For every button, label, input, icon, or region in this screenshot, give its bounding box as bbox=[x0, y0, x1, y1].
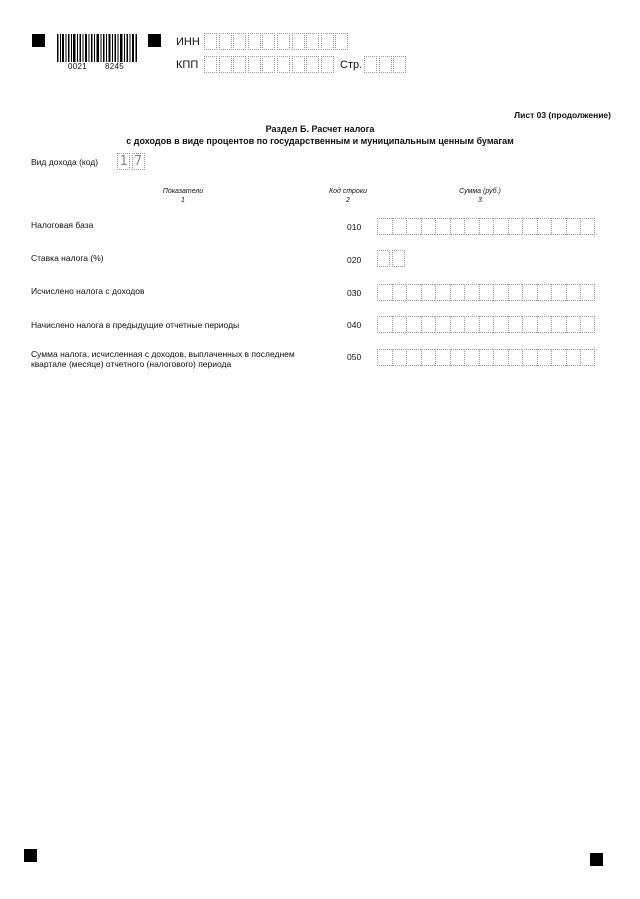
amount-cell[interactable] bbox=[493, 284, 508, 301]
column-header-line-code-label: Код строки bbox=[328, 188, 368, 195]
column-header-indicators bbox=[133, 187, 233, 205]
amount-cell[interactable] bbox=[508, 349, 523, 366]
amount-cell[interactable] bbox=[392, 284, 407, 301]
kpp-cell[interactable] bbox=[321, 56, 334, 73]
amount-cell[interactable] bbox=[508, 316, 523, 333]
column-header-amount bbox=[440, 187, 520, 205]
amount-cell[interactable] bbox=[522, 218, 537, 235]
amount-cell[interactable] bbox=[435, 349, 450, 366]
amount-cell[interactable] bbox=[421, 316, 436, 333]
inn-cell[interactable] bbox=[306, 33, 319, 50]
column-header-amount-number: 3 bbox=[478, 197, 482, 204]
amount-cell[interactable] bbox=[421, 218, 436, 235]
kpp-cell[interactable] bbox=[248, 56, 261, 73]
kpp-cell[interactable] bbox=[219, 56, 232, 73]
registration-marker-top-left bbox=[32, 34, 45, 47]
row-label-tax-prior-periods: Начислено налога в предыдущие отчетные периоды bbox=[31, 320, 240, 330]
amount-cell[interactable] bbox=[566, 284, 581, 301]
amount-cell[interactable] bbox=[450, 284, 465, 301]
kpp-cell[interactable] bbox=[262, 56, 275, 73]
income-type-cell[interactable]: 7 bbox=[132, 153, 145, 170]
rate-cell[interactable] bbox=[377, 250, 390, 267]
amount-cell[interactable] bbox=[522, 349, 537, 366]
row-label-tax-last-quarter-line2: квартале (месяце) отчетного (налогового) периода bbox=[31, 359, 232, 369]
amount-cell[interactable] bbox=[435, 316, 450, 333]
amount-cell[interactable] bbox=[377, 349, 392, 366]
amount-cell[interactable] bbox=[551, 218, 566, 235]
inn-cell[interactable] bbox=[233, 33, 246, 50]
tax-calculated-amount-field[interactable] bbox=[377, 284, 595, 301]
amount-cell[interactable] bbox=[493, 218, 508, 235]
page-number-label: Стр. bbox=[340, 59, 363, 71]
amount-cell[interactable] bbox=[435, 284, 450, 301]
amount-cell[interactable] bbox=[551, 284, 566, 301]
amount-cell[interactable] bbox=[377, 316, 392, 333]
registration-marker-bottom-left bbox=[24, 849, 37, 862]
row-label-tax-last-quarter bbox=[31, 349, 295, 369]
sheet-label: Лист 03 (продолжение) bbox=[514, 110, 611, 120]
inn-cell[interactable] bbox=[335, 33, 348, 50]
kpp-cell[interactable] bbox=[233, 56, 246, 73]
row-code-020: 020 bbox=[347, 255, 362, 265]
amount-cell[interactable] bbox=[464, 218, 479, 235]
amount-cell[interactable] bbox=[508, 218, 523, 235]
column-header-amount-label: Сумма (руб.) bbox=[459, 188, 501, 195]
barcode-number-right: 8245 bbox=[105, 62, 124, 71]
amount-cell[interactable] bbox=[537, 284, 552, 301]
amount-cell[interactable] bbox=[464, 349, 479, 366]
column-header-line-code bbox=[318, 187, 378, 205]
amount-cell[interactable] bbox=[450, 316, 465, 333]
row-code-030: 030 bbox=[347, 288, 362, 298]
amount-cell[interactable] bbox=[392, 349, 407, 366]
amount-cell[interactable] bbox=[537, 349, 552, 366]
page-number-cell[interactable] bbox=[379, 56, 392, 73]
barcode-graphic bbox=[57, 34, 137, 62]
kpp-cell[interactable] bbox=[292, 56, 305, 73]
section-subtitle: с доходов в виде процентов по государственным и муниципальным ценным бумагам bbox=[126, 136, 514, 146]
amount-cell[interactable] bbox=[464, 316, 479, 333]
inn-cell[interactable] bbox=[292, 33, 305, 50]
tax-base-amount-field[interactable] bbox=[377, 218, 595, 235]
amount-cell[interactable] bbox=[450, 218, 465, 235]
row-code-010: 010 bbox=[347, 222, 362, 232]
rate-cell[interactable] bbox=[392, 250, 405, 267]
registration-marker-bottom-right bbox=[590, 853, 603, 866]
amount-cell[interactable] bbox=[377, 218, 392, 235]
page-number-cell[interactable] bbox=[393, 56, 406, 73]
amount-cell[interactable] bbox=[479, 284, 494, 301]
kpp-cell[interactable] bbox=[204, 56, 217, 73]
amount-cell[interactable] bbox=[377, 284, 392, 301]
amount-cell[interactable] bbox=[421, 349, 436, 366]
amount-cell[interactable] bbox=[580, 284, 595, 301]
amount-cell[interactable] bbox=[566, 316, 581, 333]
amount-cell[interactable] bbox=[508, 284, 523, 301]
barcode-number-left: 0021 bbox=[68, 62, 87, 71]
amount-cell[interactable] bbox=[580, 218, 595, 235]
inn-cell[interactable] bbox=[262, 33, 275, 50]
amount-cell[interactable] bbox=[580, 349, 595, 366]
row-label-tax-calculated: Исчислено налога с доходов bbox=[31, 286, 145, 296]
amount-cell[interactable] bbox=[566, 349, 581, 366]
kpp-label: КПП bbox=[176, 59, 199, 71]
amount-cell[interactable] bbox=[392, 316, 407, 333]
inn-cell[interactable] bbox=[321, 33, 334, 50]
income-type-cell[interactable]: 1 bbox=[117, 153, 130, 170]
amount-cell[interactable] bbox=[421, 284, 436, 301]
amount-cell[interactable] bbox=[479, 349, 494, 366]
row-code-040: 040 bbox=[347, 320, 362, 330]
kpp-field[interactable] bbox=[204, 56, 335, 73]
column-header-indicators-number: 1 bbox=[181, 197, 185, 204]
amount-cell[interactable] bbox=[479, 316, 494, 333]
column-header-indicators-label: Показатели bbox=[162, 188, 204, 195]
kpp-cell[interactable] bbox=[306, 56, 319, 73]
inn-label: ИНН bbox=[176, 36, 200, 48]
amount-cell[interactable] bbox=[450, 349, 465, 366]
inn-cell[interactable] bbox=[248, 33, 261, 50]
page-number-field[interactable] bbox=[364, 56, 408, 73]
amount-cell[interactable] bbox=[551, 349, 566, 366]
inn-field[interactable] bbox=[204, 33, 350, 50]
tax-last-quarter-amount-field[interactable] bbox=[377, 349, 595, 366]
inn-cell[interactable] bbox=[277, 33, 290, 50]
amount-cell[interactable] bbox=[522, 316, 537, 333]
row-code-050: 050 bbox=[347, 352, 362, 362]
amount-cell[interactable] bbox=[406, 316, 421, 333]
amount-cell[interactable] bbox=[566, 218, 581, 235]
amount-cell[interactable] bbox=[392, 218, 407, 235]
amount-cell[interactable] bbox=[464, 284, 479, 301]
kpp-cell[interactable] bbox=[277, 56, 290, 73]
column-header-line-code-number: 2 bbox=[346, 197, 350, 204]
page-number-cell[interactable] bbox=[364, 56, 377, 73]
amount-cell[interactable] bbox=[537, 316, 552, 333]
section-title: Раздел Б. Расчет налога bbox=[265, 124, 375, 134]
amount-cell[interactable] bbox=[406, 349, 421, 366]
income-type-field[interactable] bbox=[117, 153, 146, 170]
row-label-tax-base: Налоговая база bbox=[31, 220, 94, 230]
amount-cell[interactable] bbox=[479, 218, 494, 235]
inn-cell[interactable] bbox=[204, 33, 217, 50]
inn-cell[interactable] bbox=[219, 33, 232, 50]
amount-cell[interactable] bbox=[493, 349, 508, 366]
tax-prior-periods-amount-field[interactable] bbox=[377, 316, 595, 333]
amount-cell[interactable] bbox=[537, 218, 552, 235]
amount-cell[interactable] bbox=[551, 316, 566, 333]
row-label-tax-rate: Ставка налога (%) bbox=[31, 253, 104, 263]
amount-cell[interactable] bbox=[406, 218, 421, 235]
income-type-label: Вид дохода (код) bbox=[31, 157, 99, 167]
amount-cell[interactable] bbox=[493, 316, 508, 333]
row-label-tax-last-quarter-line1: Сумма налога, исчисленная с доходов, выплаченных в последнем bbox=[31, 349, 295, 359]
amount-cell[interactable] bbox=[580, 316, 595, 333]
amount-cell[interactable] bbox=[522, 284, 537, 301]
registration-marker-top-right bbox=[148, 34, 161, 47]
tax-rate-field[interactable] bbox=[377, 250, 406, 267]
amount-cell[interactable] bbox=[435, 218, 450, 235]
amount-cell[interactable] bbox=[406, 284, 421, 301]
